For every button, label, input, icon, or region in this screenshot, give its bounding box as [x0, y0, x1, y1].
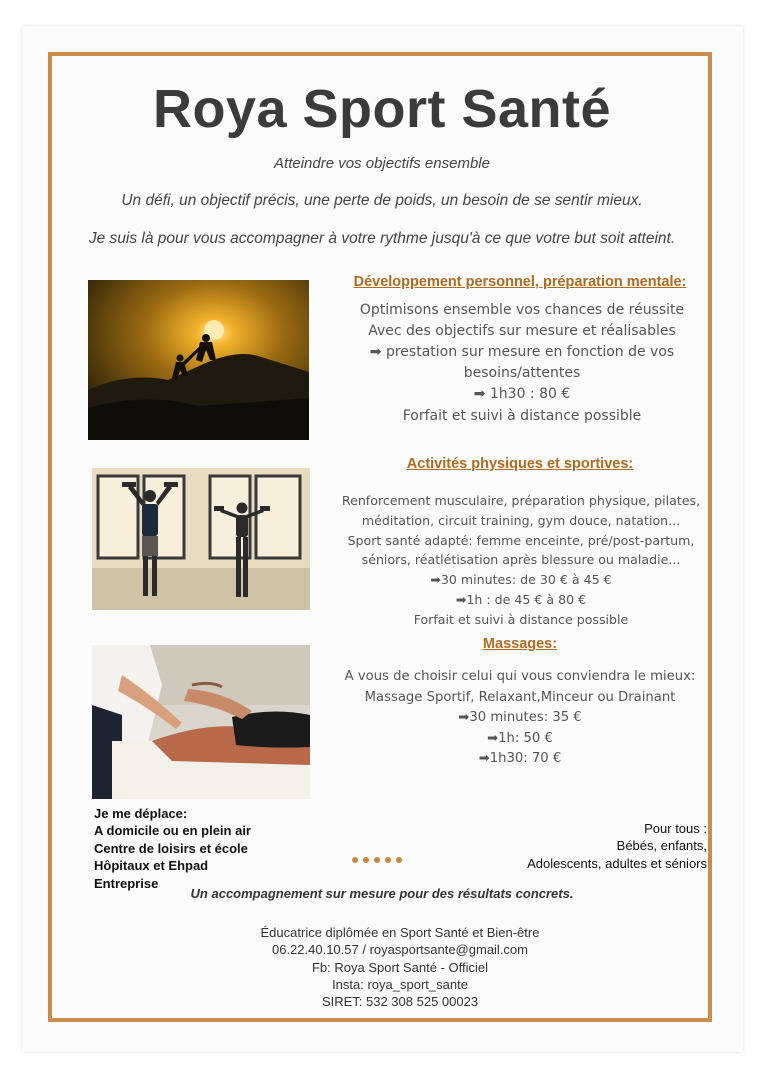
section-line: Forfait et suivi à distance possible — [413, 611, 629, 627]
massage-photo — [92, 645, 310, 799]
section-line: ➡ prestation sur mesure en fonction de vos — [369, 344, 675, 360]
dot — [352, 857, 358, 863]
section-line: ➡30 minutes: de 30 € à 45 € — [430, 572, 612, 588]
section-line: Sport santé adapté: femme enceinte, pré/post-partum, — [347, 532, 695, 548]
audience-list — [527, 820, 707, 872]
section-body-mental — [332, 300, 712, 426]
section-title-massages: Massages: — [482, 636, 558, 652]
section-title-mental: Développement personnel, préparation mentale: — [353, 274, 687, 290]
section-line: méditation, circuit training, gym douce, natation... — [361, 512, 681, 528]
dot — [374, 857, 380, 863]
dot — [363, 857, 369, 863]
audience-item: Adolescents, adultes et séniors — [527, 855, 707, 871]
dot — [385, 857, 391, 863]
instagram: Insta: roya_sport_sante — [332, 976, 468, 992]
page-title: Roya Sport Santé — [152, 79, 612, 139]
tagline: Atteindre vos objectifs ensemble — [274, 155, 490, 172]
decorative-dots — [352, 857, 402, 863]
section-body-massages — [330, 667, 710, 770]
section-line: ➡ 1h30 : 80 € — [473, 386, 571, 402]
section-line: Forfait et suivi à distance possible — [402, 407, 642, 424]
section-line: Optimisons ensemble vos chances de réussite — [359, 302, 685, 318]
section-line: ➡1h : de 45 € à 80 € — [455, 591, 587, 607]
section-line: Massage Sportif, Relaxant,Minceur ou Drainant — [364, 689, 676, 705]
section-line: Renforcement musculaire, préparation physique, pilates, — [341, 493, 701, 508]
travel-heading: Je me déplace: — [94, 806, 188, 821]
section-line: ➡30 minutes: 35 € — [458, 710, 582, 726]
phone-email: 06.22.40.10.57 / royasportsante@gmail.com — [271, 942, 528, 958]
section-body-activities — [336, 491, 706, 630]
lead-line: Je suis là pour vous accompagner à votre rythme jusqu'à ce que votre but soit atteint. — [88, 230, 676, 247]
section-title-activities: Activités physiques et sportives: — [406, 456, 634, 472]
section-line: A vous de choisir celui qui vous conviendra le mieux: — [344, 669, 696, 684]
motto: Un accompagnement sur mesure pour des résultats concrets. — [190, 886, 574, 901]
travel-item: Hôpitaux et Ehpad — [94, 858, 209, 874]
travel-list — [94, 805, 251, 892]
audience-item: Bébés, enfants, — [616, 838, 707, 854]
section-line: séniors, réatlétisation après blessure ou maladie... — [361, 552, 681, 568]
contact-block — [48, 924, 752, 1010]
audience-heading: Pour tous : — [644, 821, 707, 836]
travel-item: Centre de loisirs et école — [94, 840, 248, 856]
travel-item: Entreprise — [94, 875, 159, 891]
qualification: Éducatrice diplômée en Sport Santé et Bien-être — [260, 925, 540, 940]
climbers-sunset-photo — [88, 280, 309, 440]
dot — [396, 857, 402, 863]
section-line: ➡1h: 50 € — [487, 730, 553, 746]
travel-item: A domicile ou en plein air — [94, 823, 251, 839]
section-line: besoins/attentes — [463, 364, 581, 381]
section-line: ➡1h30: 70 € — [478, 751, 562, 767]
gym-workout-photo — [92, 468, 310, 610]
siret: SIRET: 532 308 525 00023 — [321, 994, 479, 1010]
section-line: Avec des objectifs sur mesure et réalisables — [368, 322, 676, 339]
facebook: Fb: Roya Sport Santé - Officiel — [311, 959, 489, 975]
lead-line: Un défi, un objectif précis, une perte de poids, un besoin de se sentir mieux. — [121, 192, 643, 209]
